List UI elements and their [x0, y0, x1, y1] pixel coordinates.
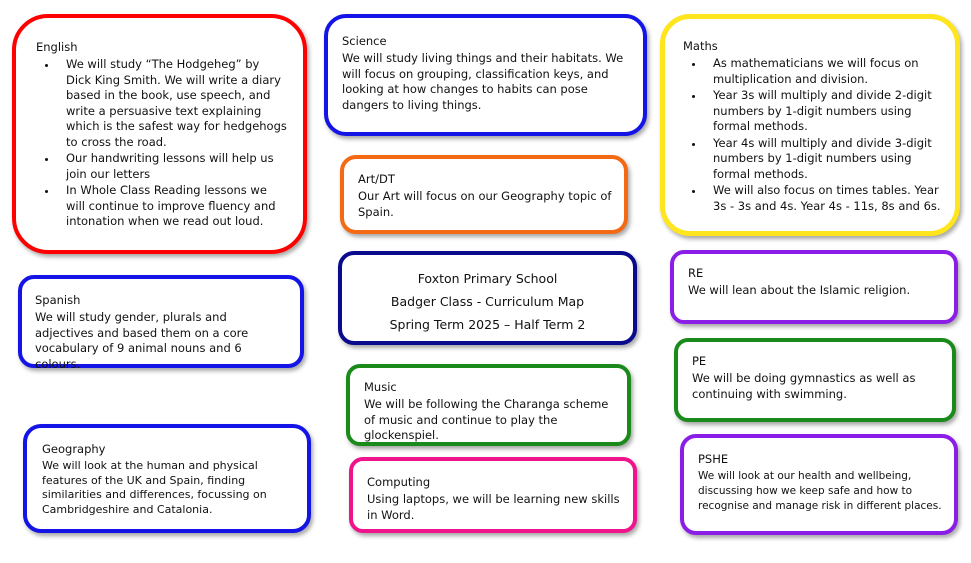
list-item: • Year 4s will multiply and divide 3-digit numbers by 1-digit numbers using formal methods.	[705, 136, 943, 183]
artdt-heading: Art/DT	[358, 172, 395, 186]
title-box	[338, 251, 637, 345]
re-heading: RE	[688, 266, 704, 280]
re-text: We will lean about the Islamic religion.	[688, 283, 911, 297]
computing-text: Using laptops, we will be learning new skills in Word.	[367, 492, 620, 522]
pshe-heading: PSHE	[698, 452, 729, 466]
class-map-title: Badger Class - Curriculum Map	[390, 294, 585, 309]
re-box	[670, 250, 958, 324]
music-text: We will be following the Charanga scheme of music and continue to play the glockenspiel.	[364, 397, 609, 442]
geography-box	[23, 424, 311, 533]
term-title: Spring Term 2025 – Half Term 2	[389, 317, 586, 332]
science-box	[324, 14, 647, 136]
pshe-text: We will look at our health and wellbeing, discussing how we keep safe and how to recognise and manage risk in different places.	[698, 470, 942, 512]
music-heading: Music	[364, 380, 397, 394]
english-heading: English	[36, 40, 78, 54]
geography-heading: Geography	[42, 442, 106, 456]
spanish-text: We will study gender, plurals and adjectives and based them on a core vocabulary of 9 animal nouns and 6 colours.	[35, 310, 249, 371]
list-item: • In Whole Class Reading lessons we will continue to improve fluency and intonation when we read out loud.	[58, 183, 287, 230]
geography-text: We will look at the human and physical features of the UK and Spain, finding similarities and differences, focussing on Cambridgeshire and Catalonia.	[42, 459, 267, 516]
music-box	[346, 364, 631, 446]
list-item: • We will study “The Hodgeheg” by Dick King Smith. We will write a diary based in the book, use speech, and write a persuasive text explaining which is the safest way for hedgehogs to cross the road.	[58, 57, 287, 150]
list-item: • Year 3s will multiply and divide 2-digit numbers by 1-digit numbers using formal methods.	[705, 88, 943, 135]
spanish-box	[18, 275, 304, 371]
school-name: Foxton Primary School	[417, 271, 558, 286]
pe-box	[674, 338, 956, 422]
list-item: • As mathematicians we will focus on multiplication and division.	[705, 56, 943, 87]
artdt-box	[340, 155, 628, 234]
spanish-heading: Spanish	[35, 293, 81, 307]
maths-box	[660, 14, 960, 236]
english-box	[12, 14, 307, 254]
artdt-text: Our Art will focus on our Geography topic of Spain.	[358, 189, 612, 219]
computing-heading: Computing	[367, 475, 431, 489]
science-heading: Science	[342, 34, 387, 48]
english-list	[36, 57, 287, 230]
list-item: • We will also focus on times tables. Year 3s - 3s and 4s. Year 4s - 11s, 8s and 6s.	[705, 183, 943, 214]
maths-list	[683, 56, 943, 214]
pe-text: We will be doing gymnastics as well as continuing with swimming.	[692, 371, 916, 401]
pe-heading: PE	[692, 354, 707, 368]
pshe-box	[680, 434, 958, 535]
list-item: • Our handwriting lessons will help us join our letters	[58, 151, 287, 182]
science-text: We will study living things and their habitats. We will focus on grouping, classification keys, and looking at how changes to habits can pose dangers to living things.	[342, 51, 624, 112]
computing-box	[349, 457, 637, 533]
maths-heading: Maths	[683, 39, 718, 53]
